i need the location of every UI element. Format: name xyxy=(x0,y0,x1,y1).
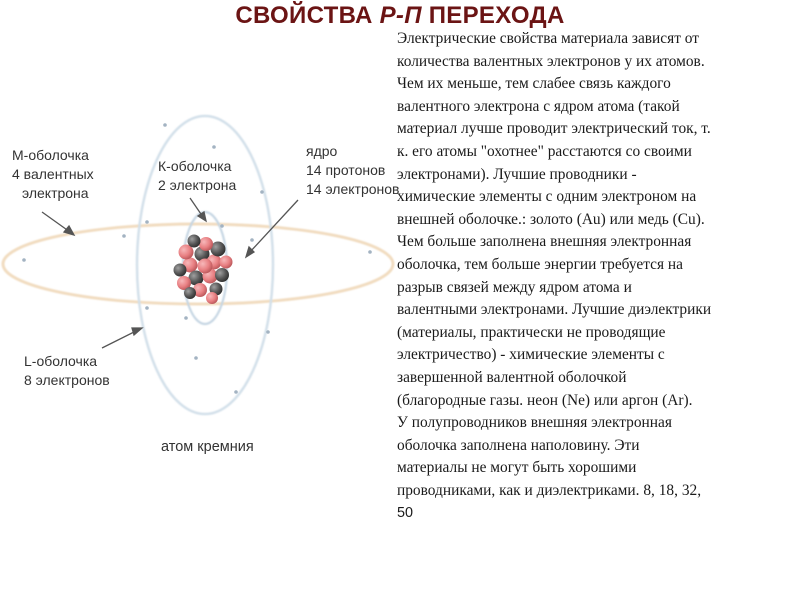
body-line: количества валентных электронов у их атомов. xyxy=(397,52,705,70)
title-part-2: P-П xyxy=(379,2,422,29)
body-line: валентными электронами. Лучшие диэлектрики xyxy=(397,301,712,319)
m-shell-label-line: 4 валентных xyxy=(12,166,94,182)
electron-dot xyxy=(184,316,188,320)
body-line: проводниками, как и диэлектриками. 8, 18, 32, xyxy=(397,481,702,499)
l-shell-arrow xyxy=(102,330,138,348)
electron-dot xyxy=(145,220,149,224)
body-line: Чем больше заполнена внешняя электронная xyxy=(397,233,692,251)
electron-dot xyxy=(212,145,216,149)
body-line: оболочка заполнена наполовину. Эти xyxy=(397,436,640,454)
body-line: электронами). Лучшие проводники - xyxy=(397,165,637,183)
title-part-1: СВОЙСТВА xyxy=(235,2,380,29)
body-line: валентного электрона с ядром атома (такой xyxy=(397,97,680,115)
body-line: материалы не могут быть хорошими xyxy=(397,459,637,477)
body-line: 50 xyxy=(397,505,414,522)
electron-dot xyxy=(22,258,26,262)
title-part-3: ПЕРЕХОДА xyxy=(421,2,565,29)
m-shell-label-line: М-оболочка xyxy=(12,147,89,163)
m-shell-label-line: электрона xyxy=(22,185,89,201)
body-line: завершенной валентной оболочкой xyxy=(397,368,627,386)
nucleus-label-line: 14 протонов xyxy=(306,162,386,178)
body-line: (материалы, практически не проводящие xyxy=(397,323,666,341)
electron-dot xyxy=(220,224,224,228)
body-line: к. его атомы "охотнее" расстаются со своими xyxy=(397,142,692,160)
body-line: У полупроводников внешняя электронная xyxy=(397,414,672,432)
k-shell-label-line: К-оболочка xyxy=(158,158,232,174)
electron-dot xyxy=(122,234,126,238)
body-line: электричество) - химические элементы с xyxy=(397,346,665,364)
m-shell-label xyxy=(12,146,94,203)
l-shell-label-line: 8 электронов xyxy=(24,372,110,388)
body-line: Чем их меньше, тем слабее связь каждого xyxy=(397,75,671,93)
body-line: внешней оболочке.: золото (Au) или медь (Cu). xyxy=(397,210,705,228)
k-shell-label xyxy=(158,157,236,195)
electron-dot xyxy=(368,250,372,254)
nucleus-label-line: 14 электронов xyxy=(306,181,400,197)
electron-dot xyxy=(260,190,264,194)
body-line: материал лучше проводит электрический ток, т. xyxy=(397,120,711,138)
electron-dot xyxy=(234,390,238,394)
body-text xyxy=(397,28,800,525)
pointer-arrows xyxy=(42,198,298,348)
body-line: разрыв связей между ядром атома и xyxy=(397,278,632,296)
k-shell-label-line: 2 электрона xyxy=(158,177,237,193)
body-line: химические элементы с одним электроном на xyxy=(397,188,697,206)
body-line: оболочка, тем больше энергии требуется на xyxy=(397,255,683,273)
electron-dot xyxy=(266,330,270,334)
body-line: (благородные газы. неон (Ne) или аргон (Ar). xyxy=(397,391,693,409)
electron-dot xyxy=(163,123,167,127)
electron-dot xyxy=(145,306,149,310)
body-line: Электрические свойства материала зависят от xyxy=(397,30,699,47)
l-shell-label-line: L-оболочка xyxy=(24,353,98,369)
electron-dot xyxy=(250,238,254,242)
electron-dot xyxy=(194,356,198,360)
diagram-caption: атом кремния xyxy=(161,439,254,455)
l-shell-label xyxy=(24,352,110,390)
nucleus-label xyxy=(306,142,399,199)
nucleus-label-line: ядро xyxy=(306,143,338,159)
